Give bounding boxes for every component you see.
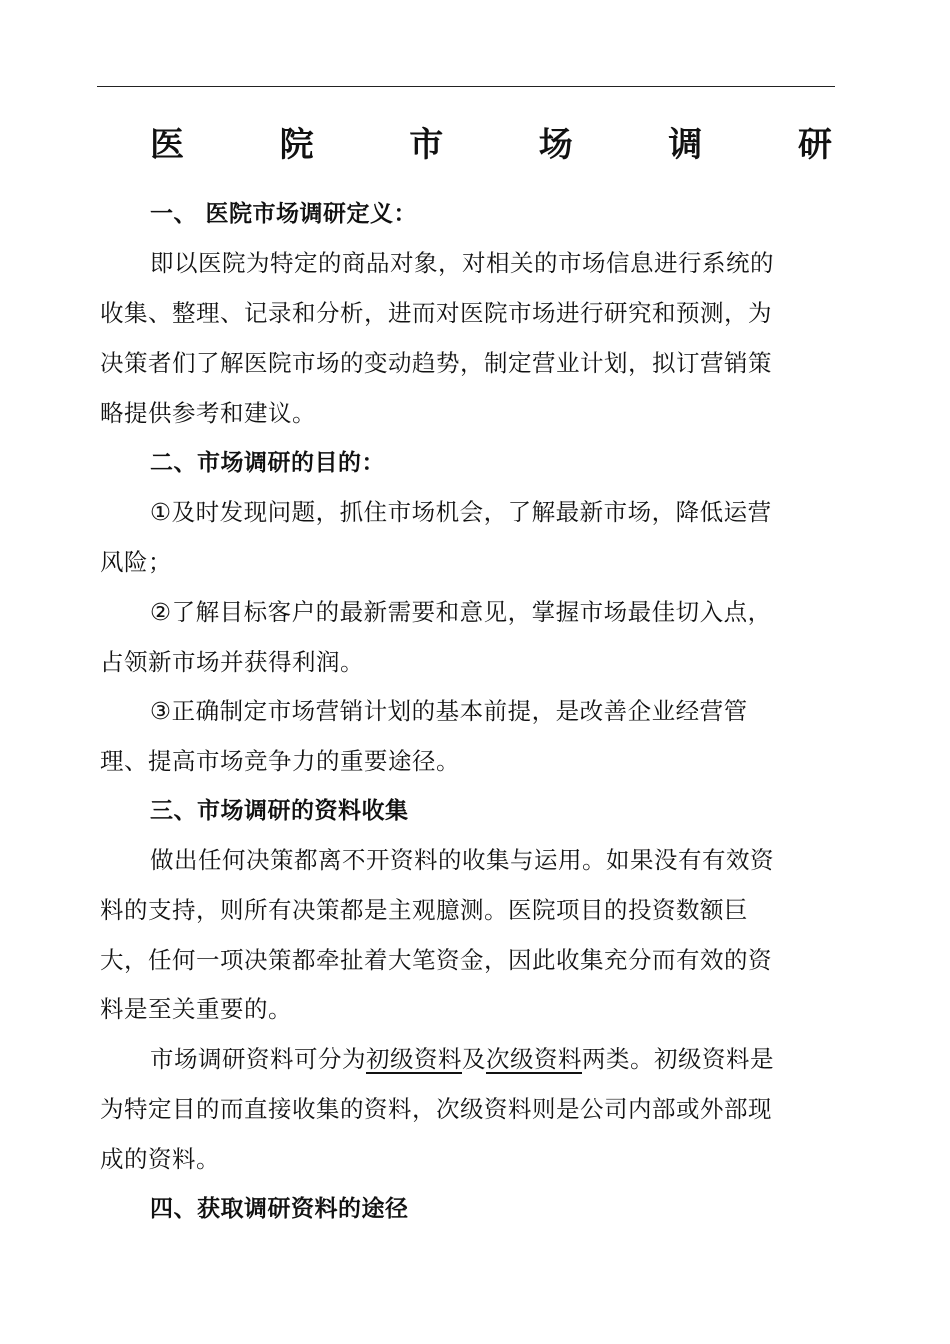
title-char: 院 [279,125,314,165]
title-char: 研 [797,125,832,165]
paragraph-line-with-terms [150,1041,890,1077]
paragraph-line: 料的支持，则所有决策都是主观臆测。医院项目的投资数额巨 [100,896,748,924]
paragraph-line: 大，任何一项决策都牵扯着大笔资金，因此收集充分而有效的资 [100,946,772,974]
title-char: 场 [538,125,573,165]
paragraph-line: 理、提高市场竞争力的重要途径。 [100,747,460,775]
text-prefix: 市场调研资料可分为 [150,1045,366,1073]
paragraph-line: 做出任何决策都离不开资料的收集与运用。如果没有有效资 [150,846,774,874]
title-char: 市 [409,125,444,165]
paragraph-line: 风险； [100,548,172,576]
paragraph-line: 占领新市场并获得利润。 [100,648,364,676]
section-1-heading: 一、 医院市场调研定义： [150,201,418,227]
paragraph-line: 略提供参考和建议。 [100,399,316,427]
term-secondary-data: 次级资料 [486,1045,582,1073]
paragraph-line: ③正确制定市场营销计划的基本前提，是改善企业经营管 [150,697,748,725]
section-2-heading: 二、市场调研的目的： [150,450,385,476]
paragraph-line: 料是至关重要的。 [100,995,292,1023]
paragraph-line: 即以医院为特定的商品对象，对相关的市场信息进行系统的 [150,249,774,277]
header-rule [97,86,835,87]
term-primary-data: 初级资料 [366,1045,462,1073]
paragraph-line: ①及时发现问题，抓住市场机会，了解最新市场，降低运营 [150,498,772,526]
section-4-heading: 四、获取调研资料的途径 [150,1196,409,1222]
paragraph-line: 为特定目的而直接收集的资料，次级资料则是公司内部或外部现 [100,1095,772,1123]
paragraph-line: 收集、整理、记录和分析，进而对医院市场进行研究和预测，为 [100,299,772,327]
paragraph-line: 决策者们了解医院市场的变动趋势，制定营业计划，拟订营销策 [100,349,772,377]
paragraph-line: ②了解目标客户的最新需要和意见，掌握市场最佳切入点， [150,598,772,626]
title-char: 医 [150,125,184,165]
paragraph-line: 成的资料。 [100,1145,220,1173]
section-3-heading: 三、市场调研的资料收集 [150,798,409,824]
text-suffix: 两类。初级资料是 [582,1045,774,1073]
document-title [150,118,832,172]
text-mid: 及 [462,1045,486,1073]
title-char: 调 [668,125,703,165]
